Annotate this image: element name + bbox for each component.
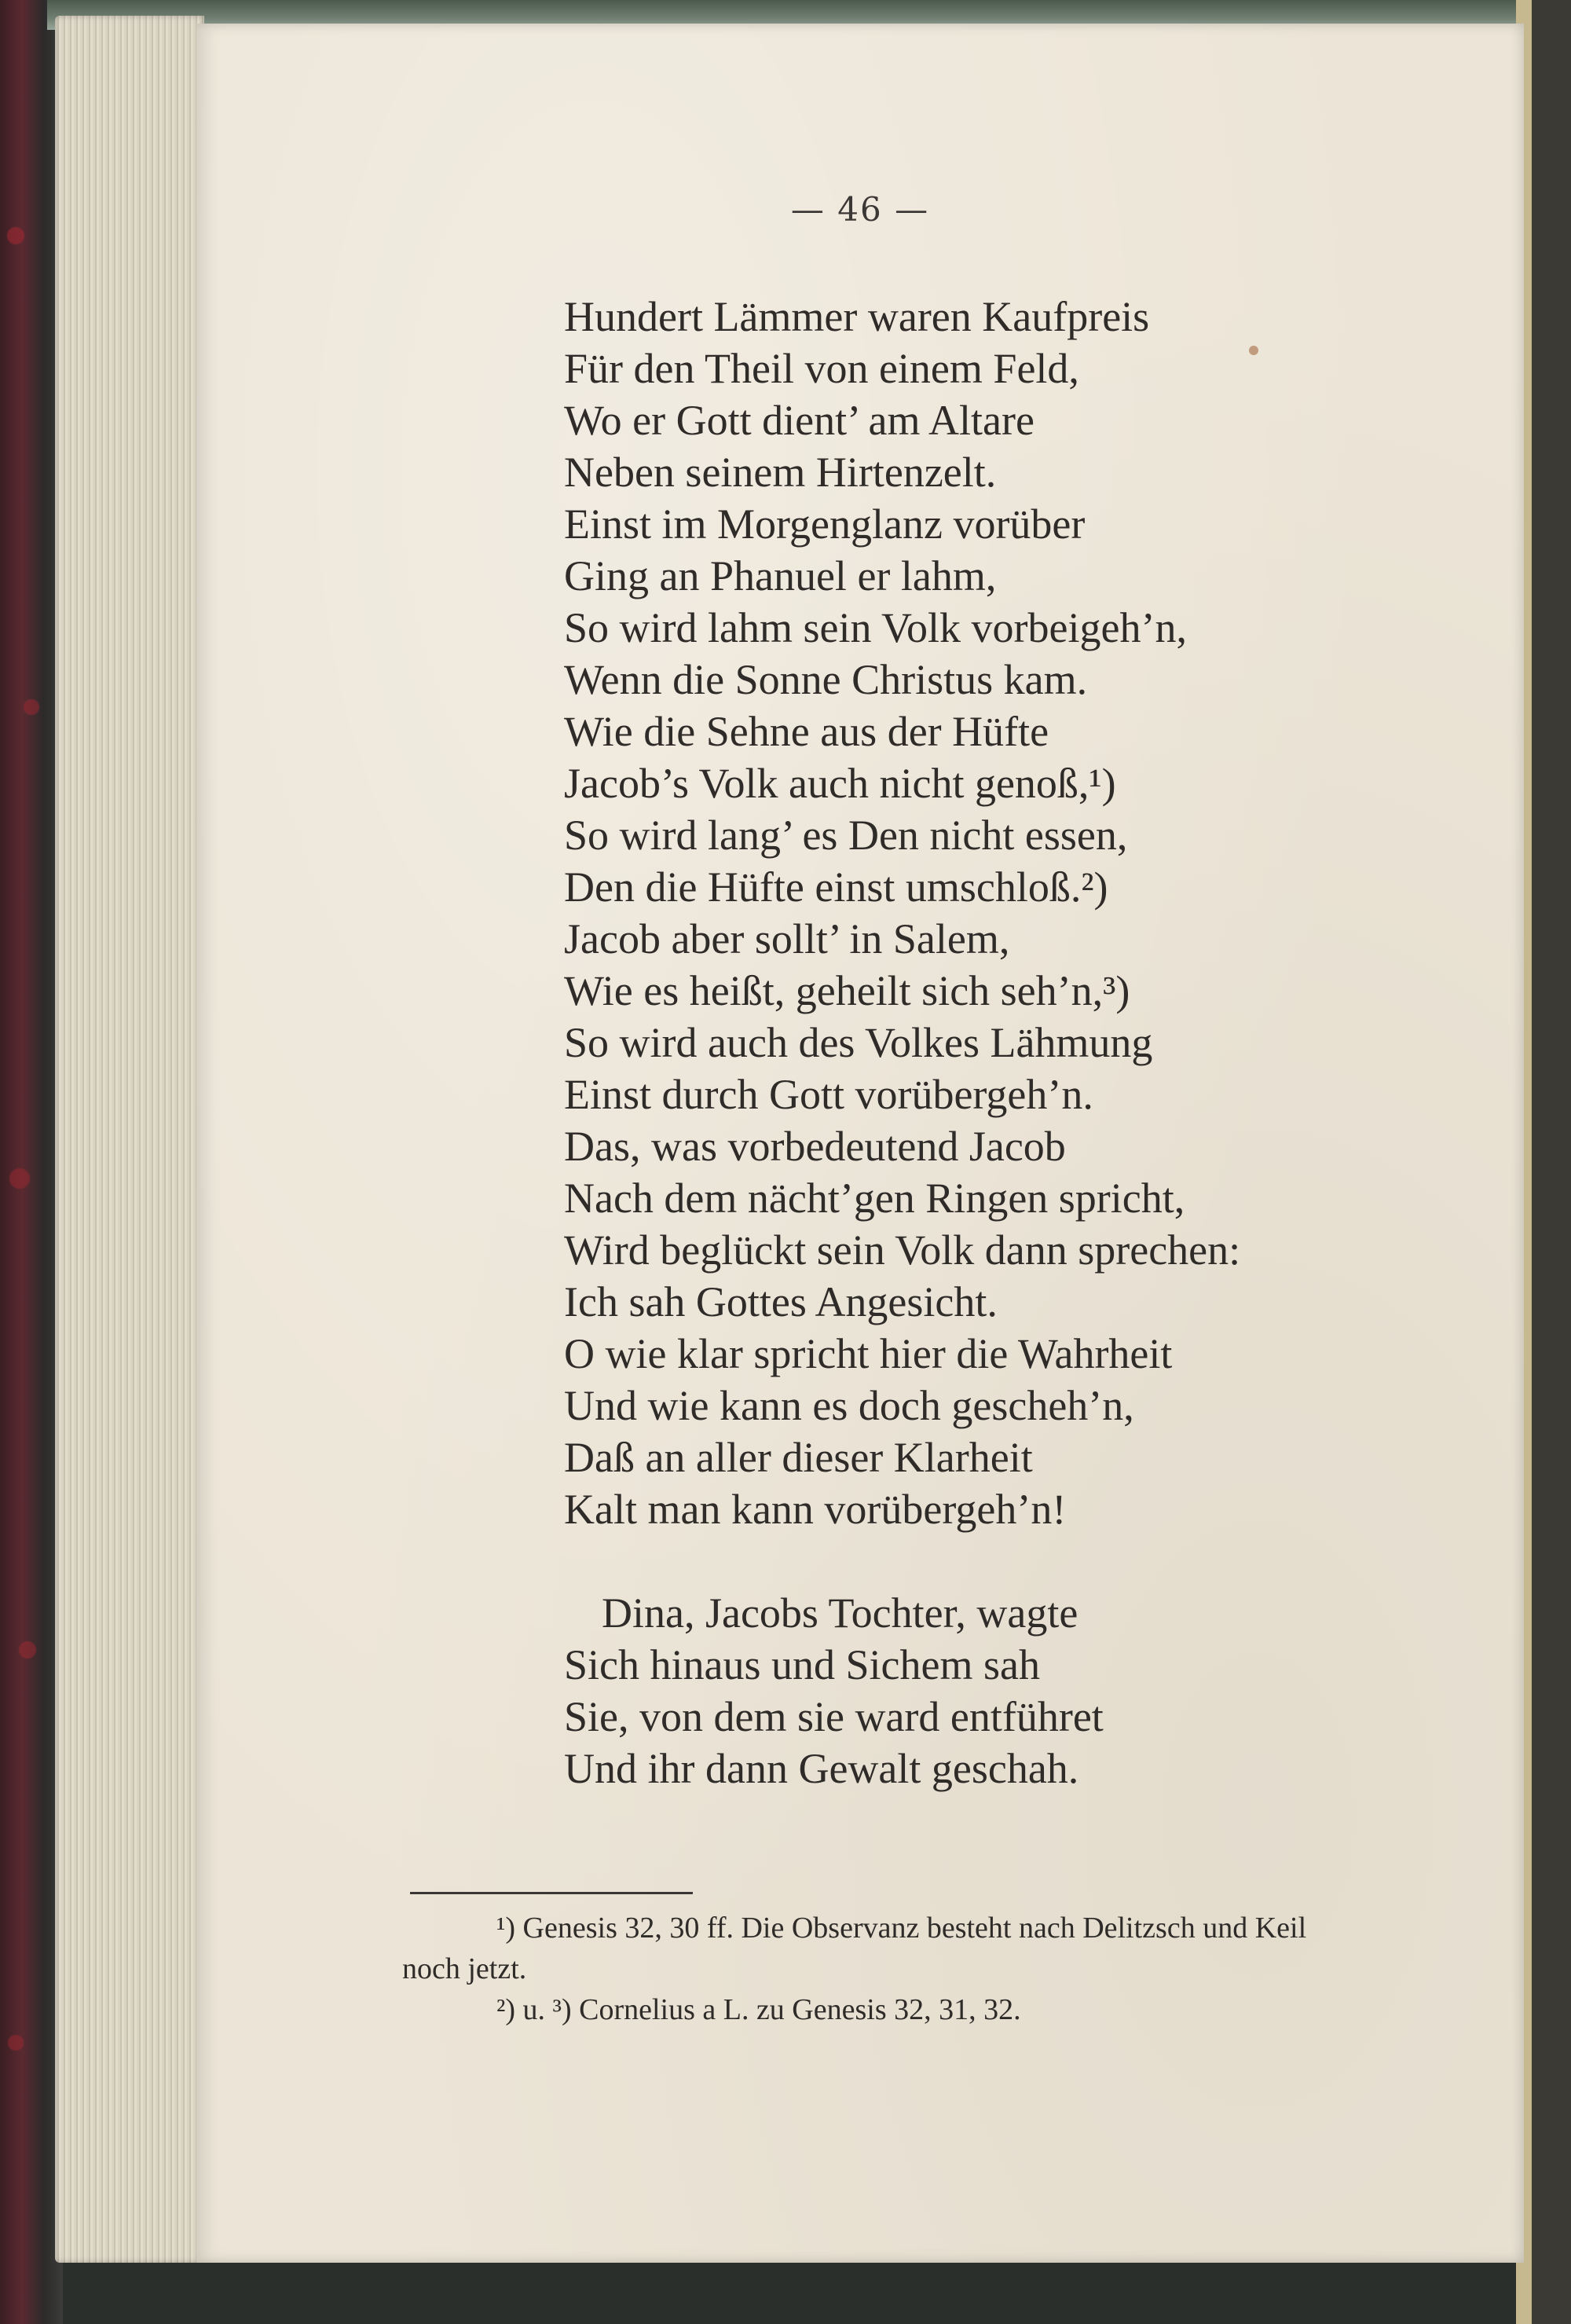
poem-line: O wie klar spricht hier die Wahrheit: [564, 1330, 1173, 1377]
poem-line: Ging an Phanuel er lahm,: [564, 552, 997, 599]
poem-line: Den die Hüfte einst umschloß.²): [564, 863, 1108, 911]
poem-line: Sie, von dem sie ward entführet: [564, 1693, 1104, 1740]
stanza: [564, 1587, 1240, 1794]
poem-line: So wird auch des Volkes Lähmung: [564, 1019, 1153, 1066]
footnote-divider: [410, 1892, 693, 1894]
poem-line: Wo er Gott dient’ am Altare: [564, 397, 1035, 444]
poem-line: So wird lang’ es Den nicht essen,: [564, 812, 1128, 859]
poem-line: Sich hinaus und Sichem sah: [564, 1641, 1040, 1688]
poem-line: Jacob aber sollt’ in Salem,: [564, 915, 1010, 962]
poem-line: Neben seinem Hirtenzelt.: [564, 449, 997, 496]
poem-line: Daß an aller dieser Klarheit: [564, 1434, 1033, 1481]
footnote-line: ²) u. ³) Cornelius a L. zu Genesis 32, 31, 32.: [496, 1993, 1021, 2026]
footnote-line: ¹) Genesis 32, 30 ff. Die Observanz besteht nach Delitzsch und Keil: [496, 1912, 1307, 1945]
book-page: [196, 24, 1524, 2263]
poem-line: Und wie kann es doch gescheh’n,: [564, 1382, 1134, 1429]
footnote-line: noch jetzt.: [402, 1952, 527, 1985]
poem-line: So wird lahm sein Volk vorbeigeh’n,: [564, 604, 1187, 651]
poem-line: Einst im Morgenglanz vorüber: [564, 500, 1086, 548]
poem-line: Dina, Jacobs Tochter, wagte: [602, 1589, 1078, 1637]
poem-line: Kalt man kann vorübergeh’n!: [564, 1486, 1067, 1533]
poem-line: Wie es heißt, geheilt sich seh’n,³): [564, 967, 1130, 1014]
poem-line: Ich sah Gottes Angesicht.: [564, 1278, 998, 1325]
footnotes: [402, 1908, 1470, 2030]
poem-line: Für den Theil von einem Feld,: [564, 345, 1079, 392]
page-number: — 46 —: [790, 190, 930, 229]
paper-speck: [1249, 346, 1258, 355]
poem-line: Nach dem nächt’gen Ringen spricht,: [564, 1175, 1185, 1222]
poem: [564, 291, 1240, 1794]
poem-line: Wenn die Sonne Christus kam.: [564, 656, 1088, 703]
poem-line: Einst durch Gott vorübergeh’n.: [564, 1071, 1093, 1118]
poem-line: Wie die Sehne aus der Hüfte: [564, 708, 1049, 755]
poem-line: Wird beglückt sein Volk dann sprechen:: [564, 1226, 1241, 1274]
poem-line: Hundert Lämmer waren Kaufpreis: [564, 293, 1150, 340]
poem-line: Das, was vorbedeutend Jacob: [564, 1123, 1066, 1170]
stanza: [564, 291, 1240, 1535]
book-cover-right: [1516, 0, 1571, 2324]
poem-line: Und ihr dann Gewalt geschah.: [564, 1745, 1079, 1792]
poem-line: Jacob’s Volk auch nicht genoß,¹): [564, 760, 1116, 807]
book-cover-left: [0, 0, 63, 2324]
page-edges: [55, 16, 204, 2263]
